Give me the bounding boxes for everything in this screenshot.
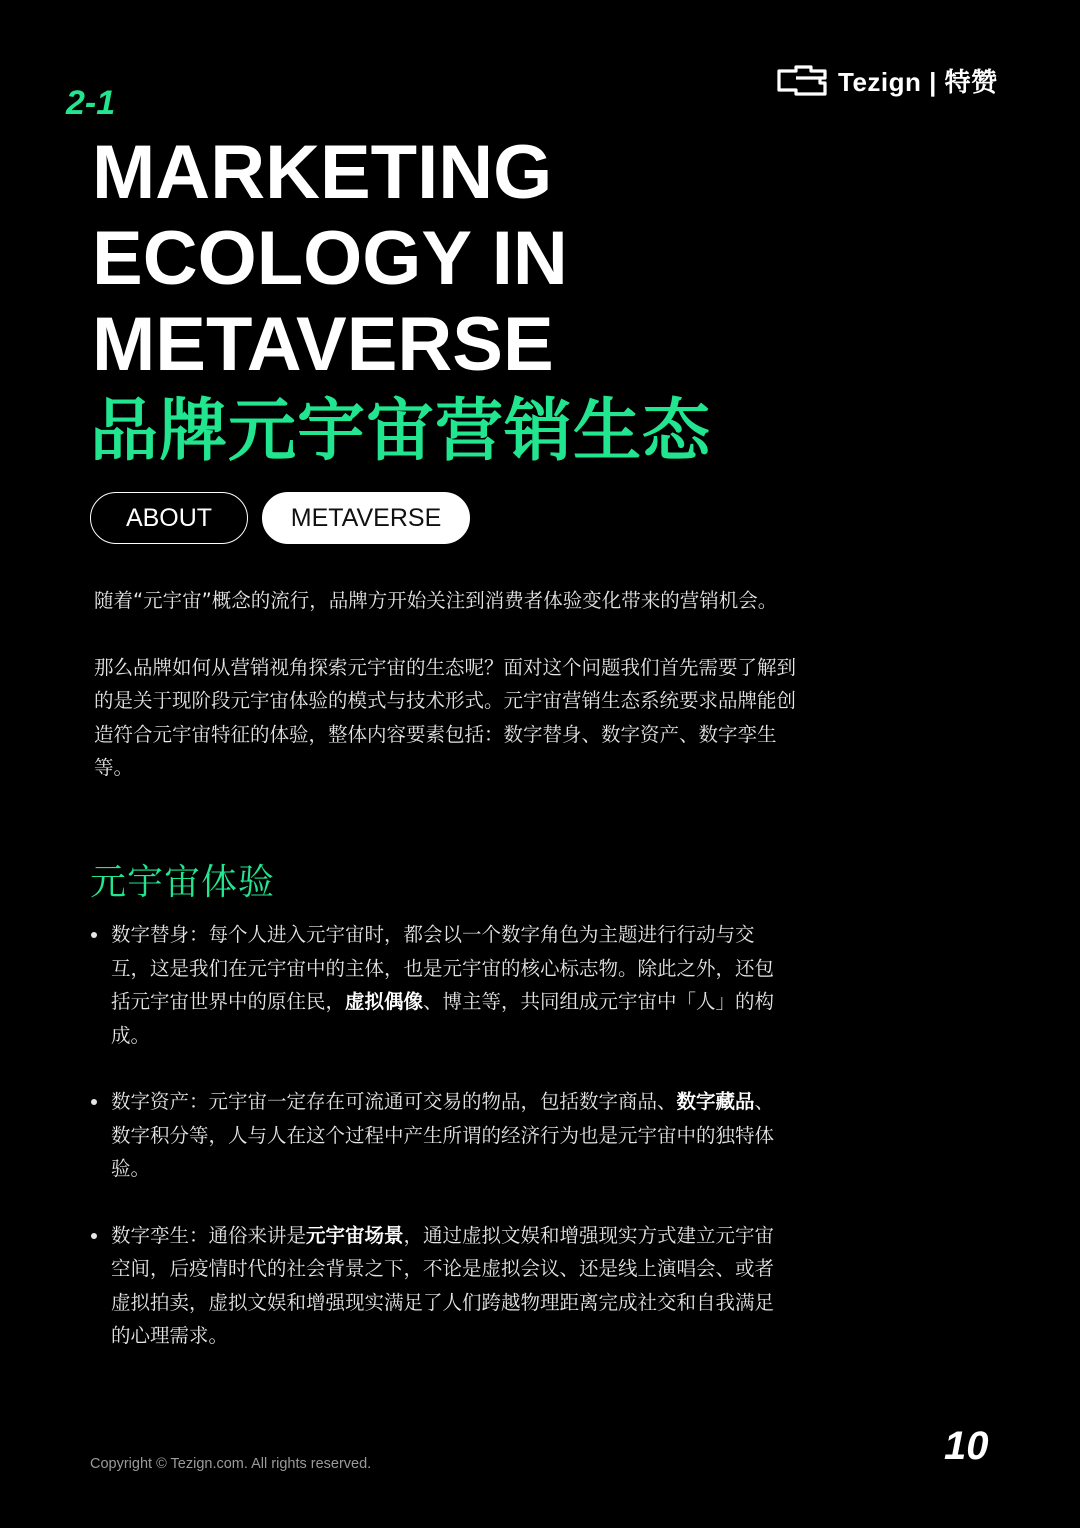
list-item-emphasis: 虚拟偶像 bbox=[345, 990, 424, 1013]
list-item-emphasis: 数字藏品 bbox=[676, 1090, 755, 1113]
copyright-notice: Copyright © Tezign.com. All rights reserved. bbox=[90, 1456, 372, 1472]
brand-logo bbox=[776, 62, 998, 99]
list-item-text: 、数字积分等，人与人在这个过程中产生所谓的经济行为也是元宇宙中的独特体验。 bbox=[111, 1090, 775, 1180]
list-item-text: 、博主等，共同组成元宇宙中「人」的构成。 bbox=[111, 990, 775, 1047]
tag-metaverse: METAVERSE bbox=[262, 492, 470, 544]
page-title-english bbox=[92, 130, 568, 388]
page-number: 10 bbox=[944, 1424, 989, 1468]
section-heading: 元宇宙体验 bbox=[90, 862, 276, 903]
title-line-3: METAVERSE bbox=[92, 302, 554, 387]
experience-list bbox=[90, 918, 790, 1386]
section-number: 2-1 bbox=[66, 84, 116, 122]
page-title-chinese: 品牌元宇宙营销生态 bbox=[90, 392, 712, 471]
list-item-digital-twin bbox=[90, 1219, 790, 1353]
list-item-text: 数字资产：元宇宙一定存在可流通可交易的物品，包括数字商品、 bbox=[111, 1090, 677, 1113]
brand-name: Tezign | 特赞 bbox=[838, 67, 998, 97]
list-item-emphasis: 元宇宙场景 bbox=[306, 1223, 404, 1247]
list-item-digital-assets bbox=[90, 1085, 790, 1186]
tag-group bbox=[90, 492, 470, 544]
title-line-2: ECOLOGY IN bbox=[92, 216, 568, 301]
list-item-text: ，通过虚拟文娱和增强现实方式建立元宇宙空间，后疫情时代的社会背景之下，不论是虚拟会议、还是线上演唱会、或者虚拟拍卖，虚拟文娱和增强现实满足了人们跨越物理距离完成社交和自我满足的心理需求。 bbox=[111, 1223, 775, 1347]
title-line-1: MARKETING bbox=[92, 130, 553, 215]
list-item-text: 数字替身：每个人进入元宇宙时，都会以一个数字角色为主题进行行动与交互，这是我们在元宇宙中的主体，也是元宇宙的核心标志物。除此之外，还包括元宇宙世界中的原住民， bbox=[111, 923, 775, 1013]
intro-paragraph-1: 随着“元宇宙”概念的流行，品牌方开始关注到消费者体验变化带来的营销机会。 bbox=[94, 589, 778, 612]
intro-text bbox=[94, 584, 806, 818]
tag-about: ABOUT bbox=[90, 492, 248, 544]
list-item-digital-avatar bbox=[90, 918, 790, 1052]
list-item-text: 数字孪生：通俗来讲是 bbox=[111, 1223, 307, 1247]
tezign-logo-icon bbox=[776, 64, 828, 98]
intro-paragraph-2: 那么品牌如何从营销视角探索元宇宙的生态呢？面对这个问题我们首先需要了解到的是关于现阶段元宇宙体验的模式与技术形式。元宇宙营销生态系统要求品牌能创造符合元宇宙特征的体验，整体内容要素包括：数字替身、数字资产、数字孪生等。 bbox=[94, 655, 797, 779]
